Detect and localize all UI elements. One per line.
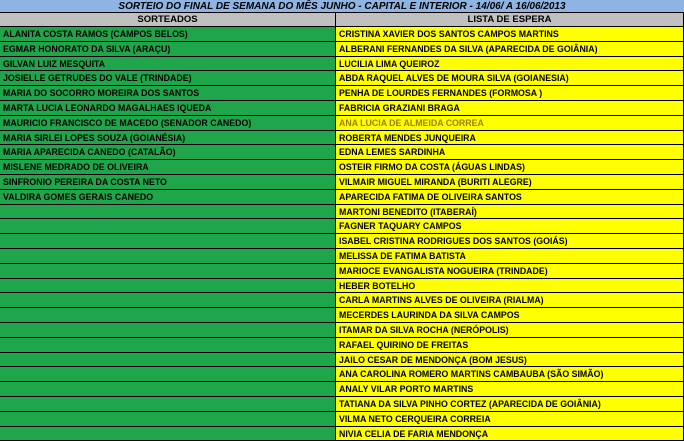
sorteados-cell[interactable]	[0, 249, 336, 264]
espera-cell[interactable]: EDNA LEMES SARDINHA	[336, 145, 684, 160]
table-row	[0, 175, 684, 190]
table-row	[0, 101, 684, 116]
sorteados-cell[interactable]	[0, 427, 336, 441]
sheet-title[interactable]: SORTEIO DO FINAL DE SEMANA DO MÊS JUNHO - CAPITAL E INTERIOR - 14/06/ A 16/06/2013	[0, 0, 684, 13]
table-row	[0, 234, 684, 249]
espera-cell[interactable]: ABDA RAQUEL ALVES DE MOURA SILVA (GOIANESIA)	[336, 71, 684, 86]
table-row	[0, 86, 684, 101]
sorteados-cell[interactable]: GILVAN LUIZ MESQUITA	[0, 57, 336, 72]
espera-cell[interactable]: ANA CAROLINA ROMERO MARTINS CAMBAUBA (SÃO SIMÃO)	[336, 367, 684, 382]
espera-cell[interactable]: FABRICIA GRAZIANI BRAGA	[336, 101, 684, 116]
espera-cell[interactable]: MARTONI BENEDITO (ITABERAÍ)	[336, 205, 684, 220]
espera-cell[interactable]: LUCILIA LIMA QUEIROZ	[336, 57, 684, 72]
espera-cell[interactable]: FAGNER TAQUARY CAMPOS	[336, 219, 684, 234]
espera-cell[interactable]: MELISSA DE FATIMA BATISTA	[336, 249, 684, 264]
espera-cell[interactable]: PENHA DE LOURDES FERNANDES (FORMOSA )	[336, 86, 684, 101]
espera-cell[interactable]: ITAMAR DA SILVA ROCHA (NERÓPOLIS)	[336, 323, 684, 338]
sorteados-cell[interactable]	[0, 264, 336, 279]
table-row	[0, 293, 684, 308]
espera-cell[interactable]: VILMAIR MIGUEL MIRANDA (BURITI ALEGRE)	[336, 175, 684, 190]
sorteados-cell[interactable]	[0, 219, 336, 234]
sorteados-cell[interactable]: ALANITA COSTA RAMOS (CAMPOS BELOS)	[0, 27, 336, 42]
espera-cell[interactable]: CRISTINA XAVIER DOS SANTOS CAMPOS MARTINS	[336, 27, 684, 42]
table-row	[0, 131, 684, 146]
table-row	[0, 42, 684, 57]
sorteados-cell[interactable]: MARTA LUCIA LEONARDO MAGALHAES IQUEDA	[0, 101, 336, 116]
sorteados-cell[interactable]	[0, 323, 336, 338]
espera-cell[interactable]: HEBER BOTELHO	[336, 279, 684, 294]
espera-cell[interactable]: RAFAEL QUIRINO DE FREITAS	[336, 338, 684, 353]
espera-cell[interactable]: ANALY VILAR PORTO MARTINS	[336, 382, 684, 397]
table-row	[0, 382, 684, 397]
header-lista-de-espera[interactable]: LISTA DE ESPERA	[336, 13, 684, 27]
espera-cell[interactable]: MARIOCE EVANGALISTA NOGUEIRA (TRINDADE)	[336, 264, 684, 279]
table-row	[0, 279, 684, 294]
sorteados-cell[interactable]	[0, 279, 336, 294]
sorteados-cell[interactable]	[0, 293, 336, 308]
table-row	[0, 27, 684, 42]
espera-cell[interactable]: APARECIDA FATIMA DE OLIVEIRA SANTOS	[336, 190, 684, 205]
header-sorteados[interactable]: SORTEADOS	[0, 13, 336, 27]
table-row	[0, 71, 684, 86]
espera-cell[interactable]: JAILO CESAR DE MENDONÇA (BOM JESUS)	[336, 353, 684, 368]
sorteados-cell[interactable]: MAURICIO FRANCISCO DE MACEDO (SENADOR CANEDO)	[0, 116, 336, 131]
sorteados-cell[interactable]: MISLENE MEDRADO DE OLIVEIRA	[0, 160, 336, 175]
sorteados-cell[interactable]	[0, 234, 336, 249]
table-row	[0, 57, 684, 72]
sorteados-cell[interactable]: VALDIRA GOMES GERAIS CANEDO	[0, 190, 336, 205]
espera-cell[interactable]: NIVIA CELIA DE FARIA MENDONÇA	[336, 427, 684, 441]
sorteados-cell[interactable]	[0, 412, 336, 427]
espera-cell[interactable]: OSTEIR FIRMO DA COSTA (ÁGUAS LINDAS)	[336, 160, 684, 175]
sorteados-cell[interactable]	[0, 382, 336, 397]
sorteados-cell[interactable]	[0, 205, 336, 220]
table-row	[0, 116, 684, 131]
table-row	[0, 190, 684, 205]
table-row	[0, 308, 684, 323]
espera-cell[interactable]: ROBERTA MENDES JUNQUEIRA	[336, 131, 684, 146]
sorteados-cell[interactable]: EGMAR HONORATO DA SILVA (ARAÇU)	[0, 42, 336, 57]
sorteados-cell[interactable]: MARIA APARECIDA CANEDO (CATALÃO)	[0, 145, 336, 160]
espera-cell[interactable]: ALBERANI FERNANDES DA SILVA (APARECIDA DE GOIÂNIA)	[336, 42, 684, 57]
sorteados-cell[interactable]	[0, 338, 336, 353]
table-row	[0, 353, 684, 368]
table-row	[0, 397, 684, 412]
espera-cell[interactable]: MECERDES LAURINDA DA SILVA CAMPOS	[336, 308, 684, 323]
table-row	[0, 264, 684, 279]
table-row	[0, 412, 684, 427]
table-row	[0, 249, 684, 264]
table-row	[0, 160, 684, 175]
sorteados-cell[interactable]	[0, 308, 336, 323]
sorteados-cell[interactable]: JOSIELLE GETRUDES DO VALE (TRINDADE)	[0, 71, 336, 86]
table-row	[0, 145, 684, 160]
espera-cell[interactable]: CARLA MARTINS ALVES DE OLIVEIRA (RIALMA)	[336, 293, 684, 308]
espera-cell[interactable]: ANA LUCIA DE ALMEIDA CORREA	[336, 116, 684, 131]
table-body	[0, 27, 684, 441]
sorteados-cell[interactable]: MARIA DO SOCORRO MOREIRA DOS SANTOS	[0, 86, 336, 101]
table-row	[0, 205, 684, 220]
table-row	[0, 219, 684, 234]
sorteados-cell[interactable]	[0, 397, 336, 412]
table-row	[0, 323, 684, 338]
table-row	[0, 427, 684, 441]
table-row	[0, 338, 684, 353]
sorteados-cell[interactable]	[0, 367, 336, 382]
espera-cell[interactable]: ISABEL CRISTINA RODRIGUES DOS SANTOS (GOIÁS)	[336, 234, 684, 249]
sorteados-cell[interactable]: SINFRONIO PEREIRA DA COSTA NETO	[0, 175, 336, 190]
espera-cell[interactable]: VILMA NETO CERQUEIRA CORREIA	[336, 412, 684, 427]
sorteados-cell[interactable]	[0, 353, 336, 368]
table-row	[0, 367, 684, 382]
sorteados-cell[interactable]: MARIA SIRLEI LOPES SOUZA (GOIANÉSIA)	[0, 131, 336, 146]
espera-cell[interactable]: TATIANA DA SILVA PINHO CORTEZ (APARECIDA DE GOIÂNIA)	[336, 397, 684, 412]
